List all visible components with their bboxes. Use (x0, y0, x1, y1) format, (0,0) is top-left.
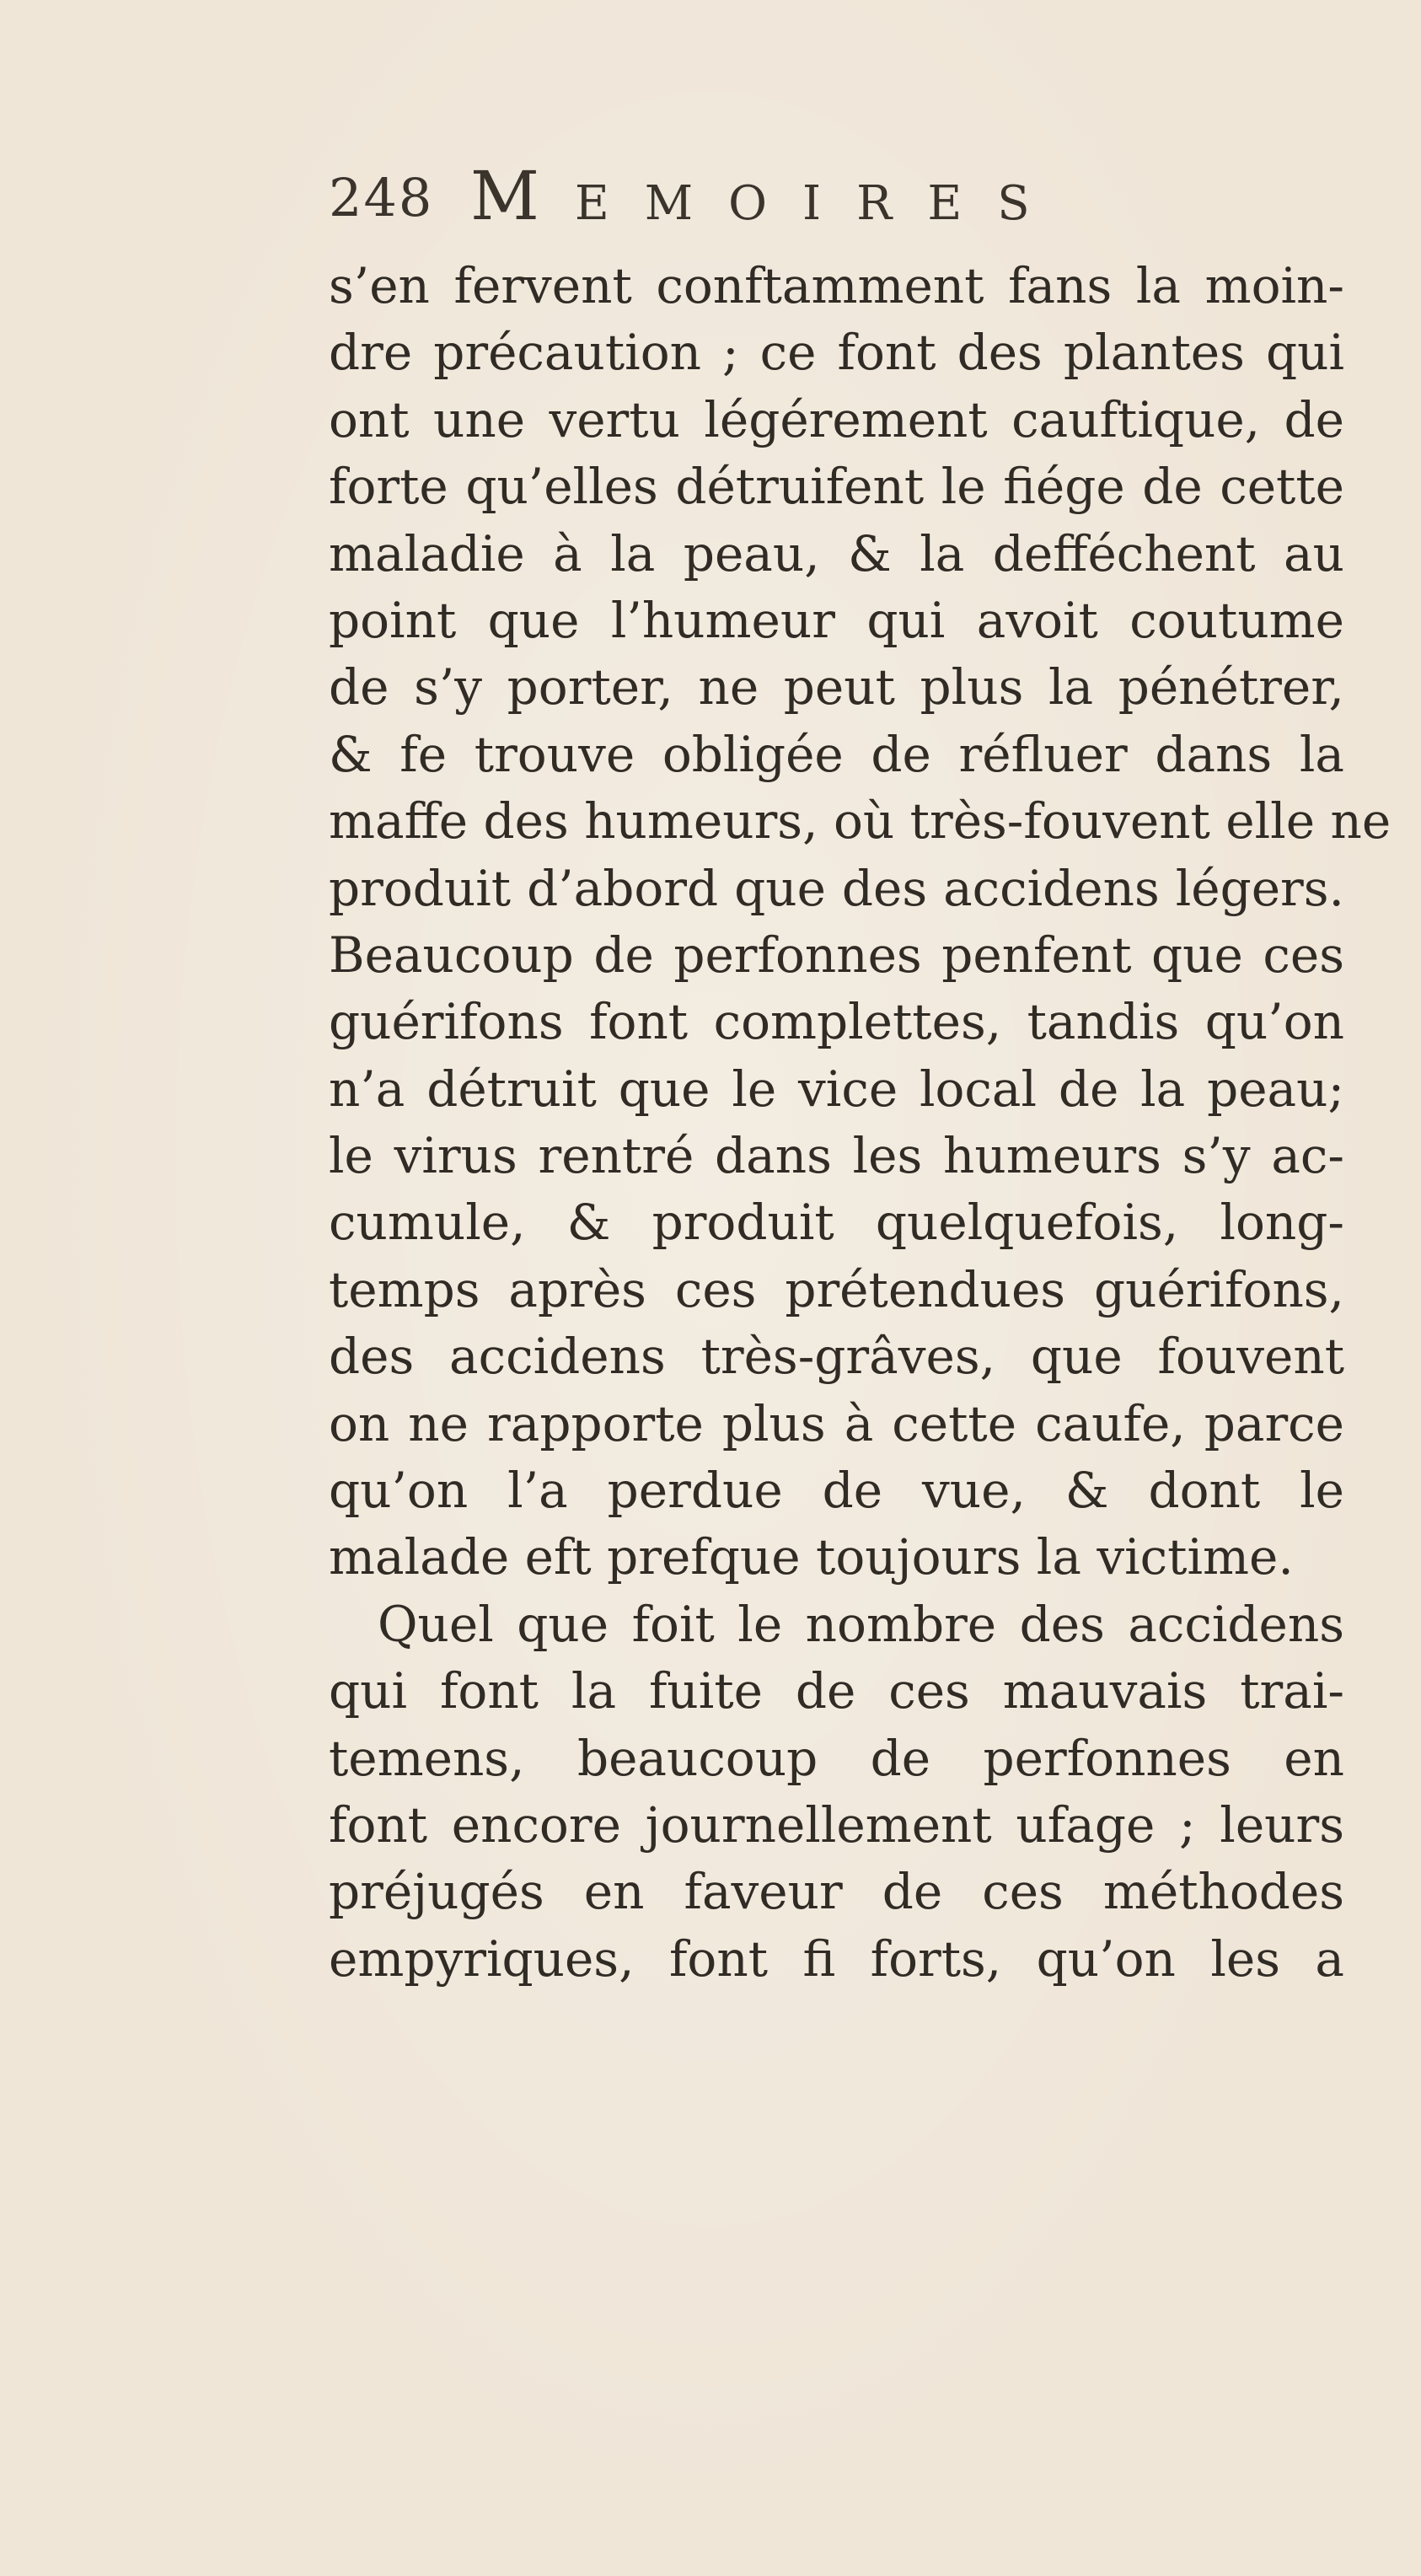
text-line: malade eft prefque toujours la victime. (329, 1528, 1294, 1586)
text-line: n’a détruit que le vice local de la peau; (329, 1060, 1344, 1118)
text-line: produit d’abord que des accidens légers. (329, 859, 1344, 917)
text-line: qu’on l’a perdue de vue, & dont le (329, 1462, 1344, 1520)
text-line: ont une vertu légérement cauftique, de (329, 390, 1344, 448)
text-line: dre précaution ; ce font des plantes qui (329, 324, 1344, 382)
body-text (329, 253, 1392, 1993)
page-number: 248 (329, 167, 434, 228)
text-line: & fe trouve obligée de réfluer dans la (329, 725, 1344, 783)
text-line: cumule, & produit quelquefois, long- (329, 1194, 1344, 1252)
text-line: Quel que foit le nombre des accidens (378, 1595, 1344, 1653)
text-line: forte qu’elles détruifent le fiége de cette (329, 458, 1344, 516)
text-line: on ne rapporte plus à cette caufe, parce (329, 1394, 1344, 1452)
text-line: guérifons font complettes, tandis qu’on (329, 993, 1344, 1051)
text-line: s’en fervent conftamment fans la moin- (329, 257, 1344, 314)
text-line: de s’y porter, ne peut plus la pénétrer, (329, 658, 1344, 716)
text-line: font encore journellement ufage ; leurs (329, 1795, 1344, 1854)
text-line: qui font la fuite de ces mauvais trai- (329, 1662, 1344, 1720)
text-line: Beaucoup de perfonnes penfent que ces (329, 926, 1344, 984)
running-title: Memoires (470, 157, 1065, 235)
text-line: maladie à la peau, & la defféchent au (329, 524, 1344, 582)
text-line: préjugés en faveur de ces méthodes (329, 1863, 1344, 1921)
text-line: le virus rentré dans les humeurs s’y ac- (329, 1127, 1344, 1185)
text-line: temps après ces prétendues guérifons, (329, 1260, 1344, 1318)
text-line: temens, beaucoup de perfonnes en (329, 1729, 1344, 1787)
text-line: empyriques, font fi forts, qu’on les a (329, 1929, 1344, 1988)
text-line: des accidens très-grâves, que fouvent (329, 1328, 1344, 1386)
text-line: maffe des humeurs, où très-fouvent elle ne (329, 792, 1392, 851)
page-header (329, 157, 1172, 250)
text-line: point que l’humeur qui avoit coutume (329, 591, 1344, 649)
